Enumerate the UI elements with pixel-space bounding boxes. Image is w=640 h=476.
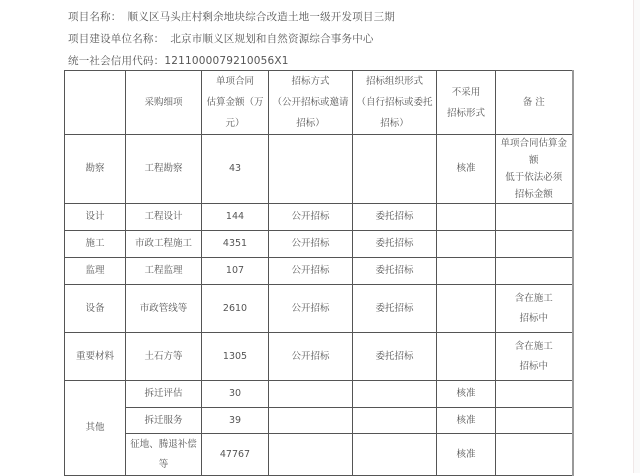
cell-amount: 30 (202, 381, 269, 408)
credit-code-value: 1211000079210056X1 (164, 55, 289, 67)
cell-bid-method: 公开招标 (269, 258, 353, 285)
table-row (65, 231, 573, 258)
cell-bid-org (353, 408, 437, 434)
cell-bid-org (353, 381, 437, 408)
cell-item: 工程勘察 (126, 135, 202, 204)
cell-category: 其他 (65, 381, 126, 476)
project-name-label: 项目名称： (68, 11, 122, 23)
cell-remark (496, 204, 573, 231)
cell-category: 设备 (65, 285, 126, 333)
cell-bid-method: 公开招标 (269, 333, 353, 381)
cell-category: 施工 (65, 231, 126, 258)
table-row (65, 285, 573, 333)
cell-no-bid: 核准 (437, 381, 496, 408)
cell-bid-org: 委托招标 (353, 204, 437, 231)
project-name-line (68, 9, 395, 24)
cell-item: 征地、腾退补偿 等 (126, 434, 202, 476)
cell-remark (496, 381, 573, 408)
cell-bid-method: 公开招标 (269, 204, 353, 231)
cell-category: 监理 (65, 258, 126, 285)
table-row (65, 258, 573, 285)
builder-value: 北京市顺义区规划和自然资源综合事务中心 (170, 33, 374, 45)
cell-remark: 含在施工 招标中 (496, 285, 573, 333)
cell-amount: 2610 (202, 285, 269, 333)
cell-amount: 1305 (202, 333, 269, 381)
cell-bid-method (269, 381, 353, 408)
cell-no-bid (437, 204, 496, 231)
cell-bid-method (269, 135, 353, 204)
cell-amount: 144 (202, 204, 269, 231)
credit-code-line (68, 53, 289, 68)
header-category (65, 71, 126, 135)
table-row (65, 381, 573, 408)
cell-remark: 单项合同估算金额 低于依法必须 招标金额 (496, 135, 573, 204)
header-no-bid: 不采用 招标形式 (437, 71, 496, 135)
cell-item: 拆迁评估 (126, 381, 202, 408)
table-header-row (65, 71, 573, 135)
credit-code-label: 统一社会信用代码： (68, 55, 165, 67)
cell-bid-org: 委托招标 (353, 333, 437, 381)
cell-bid-method: 公开招标 (269, 231, 353, 258)
cell-category: 重要材料 (65, 333, 126, 381)
cell-category: 设计 (65, 204, 126, 231)
table-row (65, 333, 573, 381)
builder-line (68, 31, 374, 46)
cell-no-bid: 核准 (437, 408, 496, 434)
cell-item: 拆迁服务 (126, 408, 202, 434)
cell-item: 工程设计 (126, 204, 202, 231)
procurement-table (64, 70, 574, 476)
cell-no-bid (437, 258, 496, 285)
cell-bid-org (353, 434, 437, 476)
cell-remark (496, 258, 573, 285)
cell-bid-org: 委托招标 (353, 231, 437, 258)
cell-category: 勘察 (65, 135, 126, 204)
cell-item: 市政管线等 (126, 285, 202, 333)
cell-bid-org: 委托招标 (353, 258, 437, 285)
table-row (65, 135, 573, 204)
cell-no-bid (437, 285, 496, 333)
cell-remark (496, 434, 573, 476)
cell-amount: 43 (202, 135, 269, 204)
table-row (65, 434, 573, 476)
cell-bid-method: 公开招标 (269, 285, 353, 333)
project-name-value: 顺义区马头庄村剩余地块综合改造土地一级开发项目三期 (127, 11, 395, 23)
cell-remark: 含在施工 招标中 (496, 333, 573, 381)
cell-amount: 4351 (202, 231, 269, 258)
table-row (65, 408, 573, 434)
cell-no-bid (437, 333, 496, 381)
table-row (65, 204, 573, 231)
cell-no-bid (437, 231, 496, 258)
page-edge (633, 0, 640, 473)
cell-remark (496, 408, 573, 434)
header-item: 采购细项 (126, 71, 202, 135)
cell-remark (496, 231, 573, 258)
builder-label: 项目建设单位名称： (68, 33, 165, 45)
cell-bid-org: 委托招标 (353, 285, 437, 333)
cell-item: 市政工程施工 (126, 231, 202, 258)
header-bid-method: 招标方式 （公开招标或邀请 招标） (269, 71, 353, 135)
cell-bid-method (269, 434, 353, 476)
cell-bid-org (353, 135, 437, 204)
cell-item: 工程监理 (126, 258, 202, 285)
cell-item: 土石方等 (126, 333, 202, 381)
header-bid-org: 招标组织形式 （自行招标或委托 招标） (353, 71, 437, 135)
cell-amount: 107 (202, 258, 269, 285)
cell-no-bid: 核准 (437, 135, 496, 204)
cell-bid-method (269, 408, 353, 434)
cell-amount: 39 (202, 408, 269, 434)
header-amount: 单项合同 估算金额（万 元） (202, 71, 269, 135)
cell-amount: 47767 (202, 434, 269, 476)
header-remark: 备 注 (496, 71, 573, 135)
cell-no-bid: 核准 (437, 434, 496, 476)
